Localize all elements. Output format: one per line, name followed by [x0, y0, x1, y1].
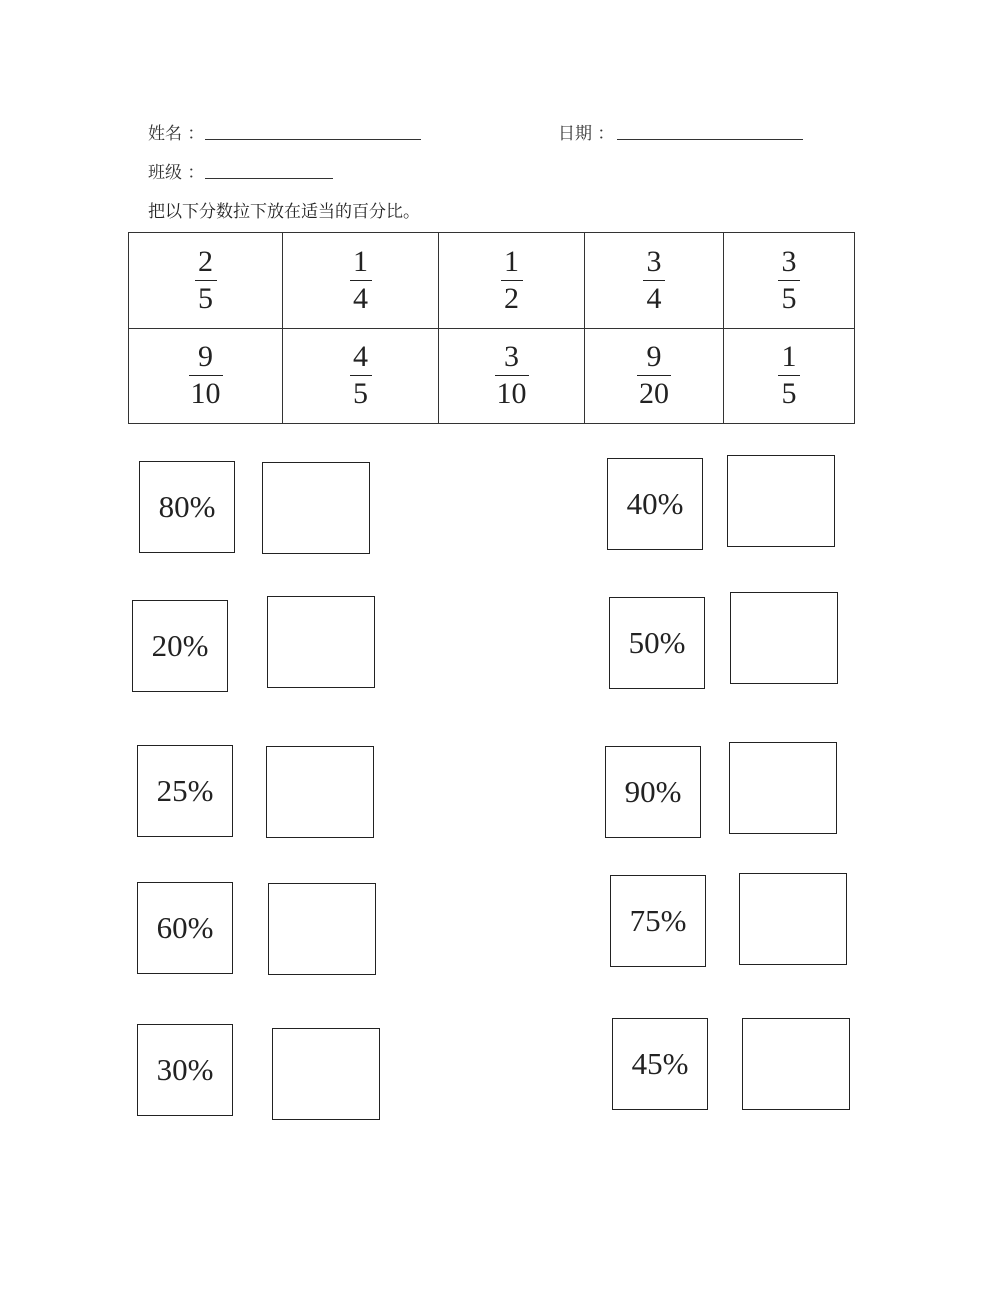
name-label: 姓名 ： — [148, 124, 205, 144]
denominator: 4 — [646, 281, 662, 315]
percentage-box: 25% — [137, 745, 233, 837]
numerator: 1 — [781, 340, 797, 374]
denominator: 5 — [198, 281, 213, 315]
drop-box[interactable] — [730, 592, 838, 684]
drop-box[interactable] — [272, 1028, 380, 1120]
numerator: 1 — [353, 244, 368, 278]
drop-box[interactable] — [268, 883, 376, 975]
drop-box[interactable] — [266, 746, 374, 838]
denominator: 4 — [353, 281, 368, 315]
date-line — [617, 139, 803, 140]
denominator: 10 — [190, 377, 221, 411]
numerator: 3 — [781, 244, 797, 278]
percentage-box: 60% — [137, 882, 233, 974]
name-line — [205, 139, 421, 140]
fraction-card[interactable] — [778, 342, 800, 409]
numerator: 2 — [198, 244, 213, 278]
drop-box[interactable] — [267, 596, 375, 688]
numerator: 9 — [646, 340, 662, 374]
fraction-card[interactable] — [495, 342, 529, 409]
percentage-box: 20% — [132, 600, 228, 692]
drop-box[interactable] — [742, 1018, 850, 1110]
percentage-box: 50% — [609, 597, 705, 689]
denominator: 20 — [639, 377, 669, 411]
numerator: 9 — [198, 340, 213, 374]
fraction-card[interactable] — [350, 244, 372, 315]
percentage-box: 45% — [612, 1018, 708, 1110]
percentage-box: 30% — [137, 1024, 233, 1116]
fraction-card[interactable] — [643, 244, 665, 315]
percentage-box: 90% — [605, 746, 701, 838]
numerator: 3 — [504, 340, 519, 374]
percentage-box: 80% — [139, 461, 235, 553]
denominator: 2 — [504, 281, 519, 315]
instruction: 把以下分数拉下放在适当的百分比。 — [148, 202, 420, 222]
fraction-card[interactable] — [637, 342, 671, 409]
fraction-card[interactable] — [195, 244, 217, 315]
class-label: 班级 ： — [148, 163, 205, 183]
drop-box[interactable] — [729, 742, 837, 834]
denominator: 10 — [496, 377, 527, 411]
percentage-box: 40% — [607, 458, 703, 550]
denominator: 5 — [353, 377, 368, 411]
denominator: 5 — [781, 281, 797, 315]
fraction-card[interactable] — [778, 244, 800, 315]
drop-box[interactable] — [262, 462, 370, 554]
fraction-card[interactable] — [189, 342, 223, 409]
fraction-card[interactable] — [501, 244, 523, 315]
class-line — [205, 178, 333, 179]
numerator: 1 — [504, 244, 519, 278]
fraction-table — [128, 232, 855, 424]
numerator: 4 — [353, 340, 368, 374]
date-label: 日期 ： — [558, 124, 615, 144]
drop-box[interactable] — [739, 873, 847, 965]
denominator: 5 — [781, 377, 797, 411]
percentage-box: 75% — [610, 875, 706, 967]
drop-box[interactable] — [727, 455, 835, 547]
fraction-card[interactable] — [350, 342, 372, 409]
numerator: 3 — [646, 244, 662, 278]
